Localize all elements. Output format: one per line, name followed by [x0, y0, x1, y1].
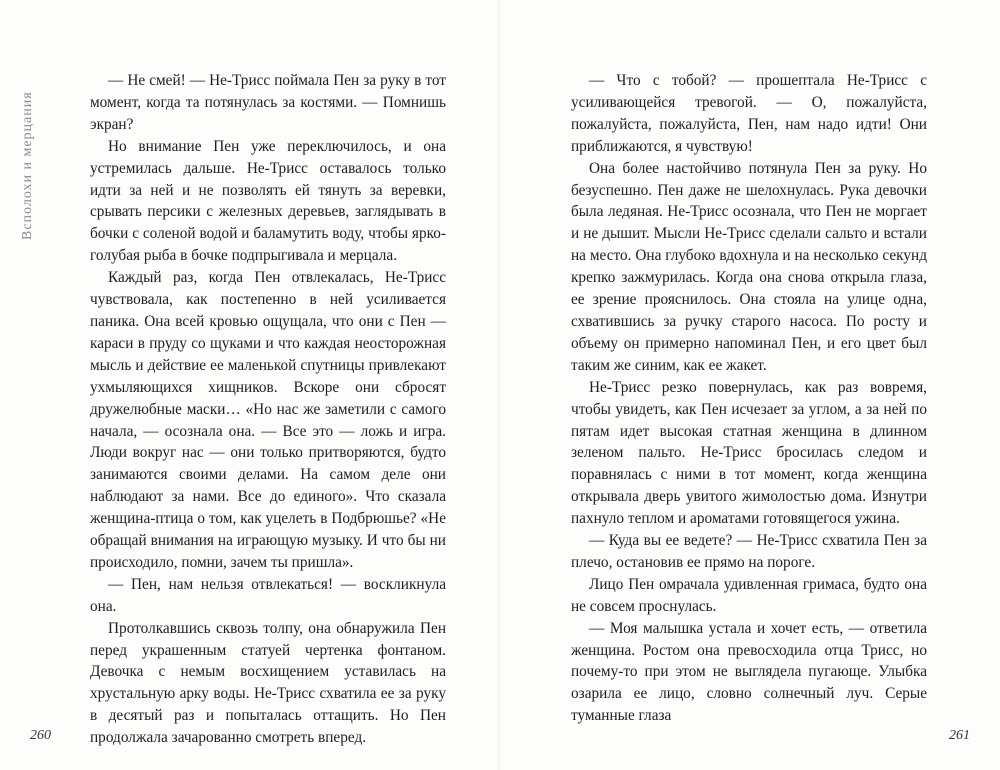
- page-number-left: 260: [30, 728, 51, 743]
- left-text-column: [90, 70, 446, 749]
- right-text-column: [571, 70, 927, 727]
- paragraph: Лицо Пен омрачала удивленная гримаса, будто она не совсем проснулась.: [571, 575, 927, 615]
- paragraph: — Не смей! — Не-Трисс поймала Пен за руку в тот момент, когда та потянулась за костями. — Помнишь экран?: [90, 72, 446, 133]
- paragraph: — Моя малышка устала и хочет есть, — ответила женщина. Ростом она превосходила отца Трисс, но почему-то при этом не выглядела пугающе. Улыбка озарила ее лицо, словно солнечный луч. Серые туманные глаза: [571, 619, 927, 725]
- right-page: [500, 0, 1000, 770]
- paragraph: Не-Трисс резко повернулась, как раз вовремя, чтобы увидеть, как Пен исчезает за углом, а за ней по пятам идет высокая статная женщина в длинном зеленом пальто. Не-Трисс бросилась следом и поравнялась с ними в тот момент, когда женщина открывала дверь увитого жимолостью дома. Изнутри пахнуло теплом и ароматами готовящегося ужина.: [571, 378, 927, 528]
- paragraph: Каждый раз, когда Пен отвлекалась, Не-Трисс чувствовала, как постепенно в ней усиливается паника. Она всей кровью ощущала, что они с Пен — караси в пруду со щуками и что каждая неосторожная мысль и действие ее маленькой спутницы привлекают ухмыляющихся хищников. Вскоре они сбросят дружелюбные маски… «Но нас же заметили с самого начала, — осознала она. — Все это — ложь и игра. Люди вокруг нас — они только притворяются, будто занимаются своими делами. На самом деле они наблюдают за нами. Все до единого». Что сказала женщина-птица о том, как уцелеть в Подбрюшье? «Не обращай внимания на играющую музыку. И что бы ни происходило, помни, зачем ты пришла».: [90, 269, 446, 571]
- running-head: Всполохи и мерцания: [20, 91, 35, 240]
- paragraph: Она более настойчиво потянула Пен за руку. Но безуспешно. Пен даже не шелохнулась. Рука девочки была ледяная. Не-Трисс осознала, что Пен не моргает и не дышит. Мысли Не-Трисс сделали сальто и встали на место. Она глубоко вдохнула и на несколько секунд крепко зажмурилась. Когда она снова открыла глаза, ее зрение прояснилось. Она стояла на улице одна, схватившись за ручку старого насоса. По росту и объему он примерно напоминал Пен, и его цвет был таким же синим, как ее жакет.: [571, 159, 927, 374]
- paragraph: Протолкавшись сквозь толпу, она обнаружила Пен перед украшенным статуей чертенка фонтаном. Девочка с немым восхищением уставилась на хрустальную арку воды. Не-Трисс схватила ее за руку в десятый раз и попыталась оттащить. Но Пен продолжала зачарованно смотреть вперед.: [90, 619, 446, 747]
- paragraph: — Что с тобой? — прошептала Не-Трисс с усиливающейся тревогой. — О, пожалуйста, пожалуйста, пожалуйста, Пен, нам надо идти! Они приближаются, я чувствую!: [571, 72, 927, 155]
- paragraph: Но внимание Пен уже переключилось, и она устремилась дальше. Не-Триcс оставалось только идти за ней и не позволять ей тянуть за веревки, срывать персики с железных деревьев, заглядывать в бочки с соленой водой и баламутить воду, чтобы ярко-голубая рыба в бочке подпрыгивала и мерцала.: [90, 137, 446, 265]
- paragraph: — Пен, нам нельзя отвлекаться! — воскликнула она.: [90, 575, 446, 615]
- page-number-right: 261: [949, 728, 970, 743]
- paragraph: — Куда вы ее ведете? — Не-Трисс схватила Пен за плечо, остановив ее прямо на пороге.: [571, 532, 927, 571]
